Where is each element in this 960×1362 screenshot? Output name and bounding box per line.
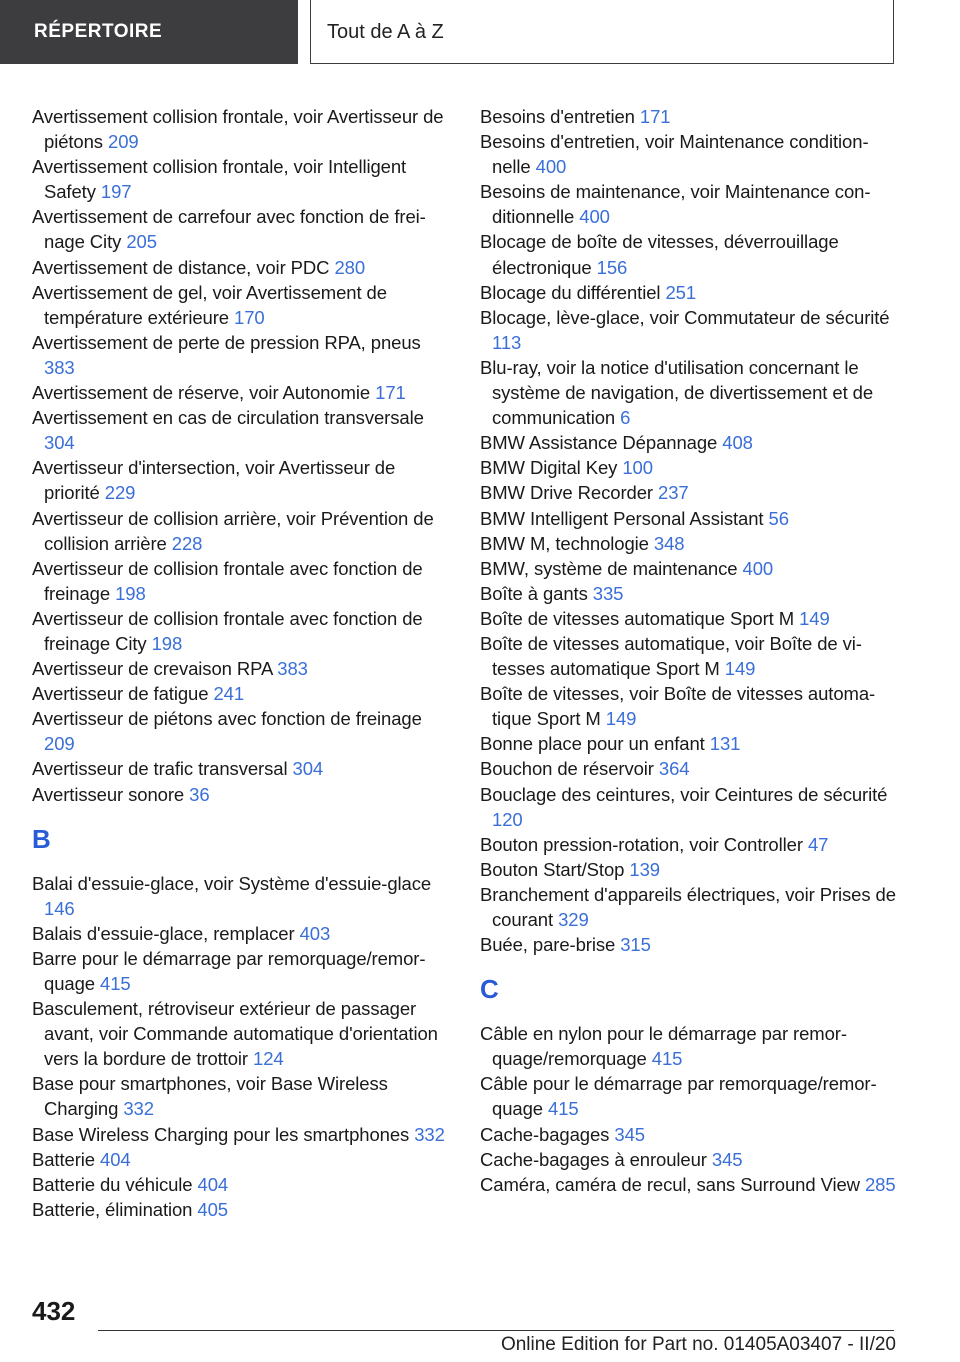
page-reference-link[interactable]: 131 bbox=[709, 733, 741, 755]
page-reference-link[interactable]: 149 bbox=[605, 708, 637, 730]
index-entry bbox=[480, 455, 900, 480]
page-reference-link[interactable]: 237 bbox=[658, 482, 689, 504]
index-entry-text: Blocage, lève-glace, voir Commutateur de sécurité bbox=[480, 306, 890, 328]
index-entry bbox=[32, 330, 452, 380]
index-entry bbox=[480, 104, 900, 129]
chapter-title: Tout de A à Z bbox=[310, 0, 894, 64]
page-reference-link[interactable]: 364 bbox=[658, 758, 690, 780]
page-reference-link[interactable]: 400 bbox=[535, 156, 567, 178]
index-entry-text: Avertissement collision frontale, voir Intelligent Safety bbox=[32, 156, 407, 203]
page-reference-link[interactable]: 149 bbox=[799, 607, 830, 629]
page-number: 432 bbox=[32, 1296, 76, 1326]
index-entry bbox=[32, 104, 452, 154]
page-reference-link[interactable]: 100 bbox=[622, 457, 653, 479]
page-reference-link[interactable]: 6 bbox=[620, 407, 631, 429]
page-reference-link[interactable]: 205 bbox=[126, 231, 157, 253]
page-reference-link[interactable]: 124 bbox=[253, 1048, 284, 1070]
index-entry-text: BMW Assistance Dépannage bbox=[480, 432, 718, 454]
index-entry-text: Avertissement de carrefour avec fonction de freinage City bbox=[32, 206, 426, 253]
page-reference-link[interactable]: 198 bbox=[115, 582, 146, 604]
page-reference-link[interactable]: 408 bbox=[722, 432, 753, 454]
index-entry bbox=[480, 480, 900, 505]
index-entry-text: Boîte de vitesses, voir Boîte de vitesses automatique Sport M bbox=[480, 683, 876, 730]
index-entry bbox=[32, 1197, 452, 1222]
index-entry-text: Avertisseur de piétons avec fonction de freinage bbox=[32, 708, 422, 730]
page-reference-link[interactable]: 332 bbox=[123, 1098, 154, 1120]
page-reference-link[interactable]: 120 bbox=[492, 808, 523, 830]
index-entry-text: Avertisseur de fatigue bbox=[32, 683, 209, 705]
page-reference-link[interactable]: 280 bbox=[334, 256, 366, 278]
index-entry-text: BMW Digital Key bbox=[480, 457, 618, 479]
index-entry bbox=[480, 229, 900, 279]
index-entry-text: Base Wireless Charging pour les smartphones bbox=[32, 1123, 410, 1145]
page-reference-link[interactable]: 404 bbox=[100, 1148, 131, 1170]
index-entry-text: Bouton pression-rotation, voir Controller bbox=[480, 833, 803, 855]
index-entry bbox=[480, 430, 900, 455]
index-entry-text: Avertissement en cas de circulation transversale bbox=[32, 407, 424, 429]
index-entry bbox=[32, 1147, 452, 1172]
index-entry-text: BMW, système de maintenance bbox=[480, 557, 738, 579]
index-entry bbox=[480, 1147, 900, 1172]
page-reference-link[interactable]: 403 bbox=[299, 922, 331, 944]
footer-divider bbox=[98, 1330, 894, 1331]
index-entry-text: Caméra, caméra de recul, sans Surround View bbox=[480, 1173, 860, 1195]
page-reference-link[interactable]: 329 bbox=[558, 909, 589, 930]
index-entry-text: Blu-ray, voir la notice d'utilisation concernant le système de navigation, de divertissement et de communication bbox=[480, 356, 874, 429]
index-entry bbox=[32, 405, 452, 455]
index-entry bbox=[32, 455, 452, 505]
index-entry-text: Balai d'essuie-glace, voir Système d'essuie-glace bbox=[32, 872, 432, 894]
index-column-right bbox=[480, 104, 900, 1197]
index-entry-text: Barre pour le démarrage par remorquage/remorquage bbox=[32, 947, 426, 994]
index-entry-text: Cache-bagages à enrouleur bbox=[480, 1148, 707, 1170]
index-entry-text: BMW Drive Recorder bbox=[480, 482, 653, 504]
index-entry-text: Boîte à gants bbox=[480, 582, 588, 604]
page-reference-link[interactable]: 146 bbox=[44, 897, 75, 919]
page-reference-link[interactable]: 383 bbox=[277, 658, 308, 680]
index-entry bbox=[32, 380, 452, 405]
page-reference-link[interactable]: 400 bbox=[579, 206, 610, 228]
index-entry bbox=[32, 606, 452, 656]
index-entry bbox=[32, 280, 452, 330]
index-entry bbox=[480, 832, 900, 857]
index-entry bbox=[480, 1122, 900, 1147]
index-entry-text: Avertissement collision frontale, voir Avertisseur de piétons bbox=[32, 106, 444, 153]
index-entry-text: Balais d'essuie-glace, remplacer bbox=[32, 922, 295, 944]
page-reference-link[interactable]: 209 bbox=[108, 131, 139, 153]
page-reference-link[interactable]: 209 bbox=[44, 733, 75, 755]
index-entry-text: Avertissement de gel, voir Avertissement de température extérieure bbox=[32, 281, 387, 328]
index-entry-text: Bonne place pour un enfant bbox=[480, 733, 705, 755]
index-entry bbox=[480, 280, 900, 305]
page-reference-link[interactable]: 383 bbox=[44, 356, 75, 378]
index-entry-text: Avertisseur de collision arrière, voir Prévention de collision arrière bbox=[32, 507, 434, 554]
index-entry bbox=[32, 154, 452, 204]
index-entry-text: Blocage de boîte de vitesses, déverrouillage électronique bbox=[480, 231, 839, 278]
page-reference-link[interactable]: 113 bbox=[492, 331, 522, 353]
index-entry-text: Avertisseur sonore bbox=[32, 783, 185, 805]
index-entry-text: Boîte de vitesses automatique, voir Boîte de vitesses automatique Sport M bbox=[480, 632, 862, 680]
page-reference-link[interactable]: 315 bbox=[620, 934, 651, 956]
index-entry bbox=[32, 556, 452, 606]
page-reference-link[interactable]: 139 bbox=[629, 858, 660, 880]
page-reference-link[interactable]: 335 bbox=[592, 582, 624, 604]
index-entry-text: Base pour smartphones, voir Base Wireless Charging bbox=[32, 1073, 388, 1120]
page-reference-link[interactable]: 348 bbox=[653, 532, 685, 554]
page-reference-link[interactable]: 171 bbox=[375, 382, 406, 404]
index-entry-text: Boîte de vitesses automatique Sport M bbox=[480, 607, 795, 629]
index-column-left bbox=[32, 104, 452, 1222]
index-entry-text: Branchement d'appareils électriques, voir Prises de courant bbox=[480, 883, 896, 930]
index-entry bbox=[480, 556, 900, 581]
index-entry bbox=[32, 706, 452, 756]
page-reference-link[interactable]: 415 bbox=[100, 973, 131, 994]
page-reference-link[interactable]: 228 bbox=[171, 532, 203, 554]
index-entry bbox=[32, 1172, 452, 1197]
index-entry bbox=[32, 871, 452, 921]
page-header bbox=[0, 0, 960, 66]
page-reference-link[interactable]: 156 bbox=[596, 256, 628, 278]
index-entry-text: Batterie bbox=[32, 1148, 95, 1170]
index-entry bbox=[480, 606, 900, 631]
index-letter-heading: B bbox=[32, 823, 51, 854]
page-reference-link[interactable]: 47 bbox=[807, 833, 829, 855]
page-reference-link[interactable]: 36 bbox=[189, 783, 210, 805]
index-entry bbox=[32, 1122, 452, 1147]
page-reference-link[interactable]: 251 bbox=[665, 281, 697, 303]
index-entry bbox=[480, 531, 900, 556]
page-reference-link[interactable]: 345 bbox=[711, 1148, 743, 1170]
index-entry-text: BMW Intelligent Personal Assistant bbox=[480, 507, 764, 529]
index-entry bbox=[32, 921, 452, 946]
index-entry bbox=[480, 305, 900, 355]
page-reference-link[interactable]: 415 bbox=[548, 1098, 579, 1120]
index-entry-text: Avertissement de perte de pression RPA, pneus bbox=[32, 331, 421, 353]
page-reference-link[interactable]: 345 bbox=[614, 1123, 645, 1145]
index-entry-text: Batterie, élimination bbox=[32, 1198, 193, 1220]
index-entry bbox=[480, 1021, 900, 1071]
page-reference-link[interactable]: 332 bbox=[414, 1123, 445, 1145]
page-reference-link[interactable]: 198 bbox=[151, 632, 183, 654]
index-entry bbox=[32, 255, 452, 280]
index-entry bbox=[480, 782, 900, 832]
index-entry-text: Avertissement de réserve, voir Autonomie bbox=[32, 382, 371, 404]
section-title: RÉPERTOIRE bbox=[0, 0, 298, 64]
index-entry bbox=[32, 946, 452, 996]
index-entry-text: Bouchon de réservoir bbox=[480, 758, 654, 780]
page-reference-link[interactable]: 56 bbox=[768, 507, 789, 529]
index-entry-text: Basculement, rétroviseur extérieur de passager avant, voir Commande automatique d'orientation vers la bordure de trottoir bbox=[32, 998, 438, 1070]
index-entry bbox=[32, 1071, 452, 1121]
page-reference-link[interactable]: 285 bbox=[864, 1173, 896, 1195]
index-entry bbox=[480, 129, 900, 179]
index-entry bbox=[480, 506, 900, 531]
index-entry-text: Bouclage des ceintures, voir Ceintures de sécurité bbox=[480, 783, 888, 805]
index-entry-text: Avertissement de distance, voir PDC bbox=[32, 256, 330, 278]
index-entry-text: Câble en nylon pour le démarrage par remorquage/remorquage bbox=[480, 1023, 848, 1070]
index-entry-text: Avertisseur de trafic transversal bbox=[32, 758, 288, 780]
index-entry bbox=[480, 631, 900, 681]
index-entry bbox=[480, 355, 900, 430]
index-entry-text: Besoins d'entretien, voir Maintenance conditionnelle bbox=[480, 131, 869, 178]
index-entry-text: Blocage du différentiel bbox=[480, 281, 661, 303]
index-entry bbox=[480, 932, 900, 957]
index-entry bbox=[32, 506, 452, 556]
page-reference-link[interactable]: 304 bbox=[44, 432, 75, 454]
index-entry-text: Avertisseur de crevaison RPA bbox=[32, 658, 273, 680]
index-entry-text: Cache-bagages bbox=[480, 1123, 610, 1145]
index-entry bbox=[32, 782, 452, 807]
index-letter-heading: C bbox=[480, 974, 499, 1005]
index-entry-text: Besoins de maintenance, voir Maintenance conditionnelle bbox=[480, 181, 871, 228]
index-entry-text: Câble pour le démarrage par remorquage/remorquage bbox=[480, 1073, 877, 1120]
index-entry-text: Avertisseur de collision frontale avec fonction de freinage City bbox=[32, 607, 423, 654]
page-reference-link[interactable]: 241 bbox=[213, 683, 245, 705]
index-entry-text: Buée, pare-brise bbox=[480, 934, 616, 956]
page-reference-link[interactable]: 229 bbox=[104, 482, 136, 504]
page-reference-link[interactable]: 171 bbox=[639, 106, 671, 127]
index-entry bbox=[480, 1172, 900, 1197]
index-entry bbox=[480, 731, 900, 756]
index-entry bbox=[32, 656, 452, 681]
index-entry bbox=[32, 204, 452, 254]
index-entry-text: Bouton Start/Stop bbox=[480, 858, 625, 880]
index-entry bbox=[32, 756, 452, 781]
index-entry-text: Avertisseur de collision frontale avec fonction de freinage bbox=[32, 557, 423, 604]
index-entry bbox=[480, 179, 900, 229]
index-entry bbox=[480, 756, 900, 781]
page-reference-link[interactable]: 170 bbox=[234, 306, 265, 328]
index-entry bbox=[480, 681, 900, 731]
index-entry-text: Besoins d'entretien bbox=[480, 106, 635, 127]
index-entry bbox=[480, 857, 900, 882]
index-entry-text: Batterie du véhicule bbox=[32, 1173, 193, 1195]
page-reference-link[interactable]: 304 bbox=[292, 758, 324, 780]
page-reference-link[interactable]: 197 bbox=[100, 181, 132, 203]
index-entry bbox=[480, 581, 900, 606]
index-entry-text: Avertisseur d'intersection, voir Avertisseur de priorité bbox=[32, 457, 396, 504]
index-entry-text: BMW M, technologie bbox=[480, 532, 649, 554]
page-reference-link[interactable]: 149 bbox=[724, 658, 756, 680]
page-reference-link[interactable]: 400 bbox=[742, 557, 774, 579]
index-entry bbox=[32, 996, 452, 1071]
page-reference-link[interactable]: 404 bbox=[197, 1173, 229, 1195]
page-reference-link[interactable]: 415 bbox=[651, 1048, 683, 1070]
index-entry bbox=[480, 1071, 900, 1121]
page-reference-link[interactable]: 405 bbox=[197, 1198, 228, 1220]
index-entry bbox=[32, 681, 452, 706]
edition-footer: Online Edition for Part no. 01405A03407 - II/20 bbox=[500, 1334, 896, 1355]
index-entry bbox=[480, 882, 900, 932]
